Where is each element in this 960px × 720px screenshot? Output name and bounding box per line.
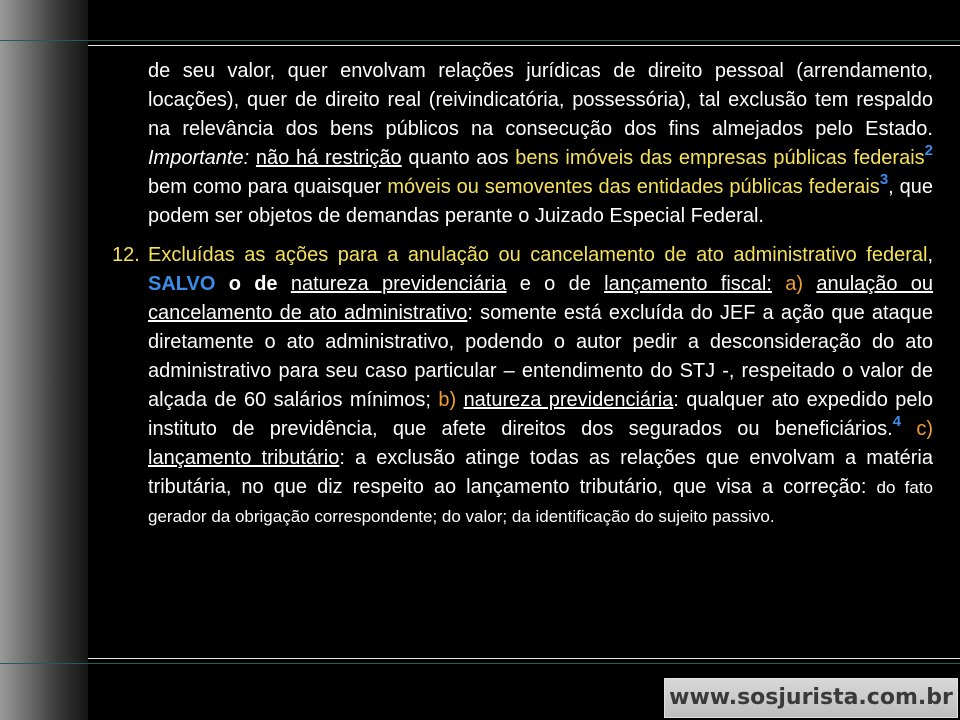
footnote-ref-2: 2	[924, 142, 934, 159]
text: ,	[927, 244, 933, 266]
paragraph-continuation	[148, 57, 933, 231]
o-de-bold: o de	[215, 273, 291, 295]
text	[901, 418, 916, 440]
list-number: 12.	[112, 244, 140, 266]
text: e o de	[506, 273, 605, 295]
small-text: do fato gerador da obrigação correspondente; do valor; da identificação do sujeito passivo.	[148, 478, 933, 526]
excluidas-highlight: Excluídas as ações para a anulação ou cancelamento de ato administrativo federal	[148, 244, 928, 266]
anulacao-underlined: anulação ou cancelamento de ato administrativo	[148, 273, 934, 324]
list-item-12	[112, 241, 934, 531]
item-a-marker: a)	[785, 273, 804, 295]
text: , que podem ser objetos de demandas perante o Juizado Especial Federal.	[148, 176, 933, 227]
text: quanto aos	[401, 147, 516, 169]
salvo-label: SALVO	[148, 273, 216, 295]
item-c-marker: c)	[916, 418, 933, 440]
text: de seu valor, quer envolvam relações jurídicas de direito pessoal (arrendamento, locações), quer de direito real (reivindicatória, possessória), tal exclusão tem respaldo na relevância dos bens públicos na consecução dos fins almejados pelo Estado.	[148, 60, 933, 140]
bens-imoveis-highlight: bens imóveis das empresas públicas federais	[515, 147, 925, 169]
natureza-previdenciaria-2: natureza previdenciária	[463, 389, 674, 411]
website-badge: www.sosjurista.com.br	[664, 678, 958, 718]
nao-ha-restricao: não há restrição	[255, 147, 402, 169]
lancamento-fiscal: lançamento fiscal:	[604, 273, 772, 295]
text	[456, 389, 463, 411]
natureza-previdenciaria: natureza previdenciária	[290, 273, 507, 295]
footnote-ref-4: 4	[892, 413, 902, 430]
moveis-highlight: móveis ou semoventes das entidades públicas federais	[387, 176, 880, 198]
left-gradient-bar	[0, 0, 88, 720]
item-paragraph	[148, 241, 933, 531]
bottom-white-rule	[88, 658, 960, 659]
text	[803, 273, 816, 295]
top-rule	[0, 40, 960, 41]
text: bem como para quaisquer	[148, 176, 388, 198]
slide-content	[112, 57, 934, 531]
text: : somente está excluída do JEF a ação que ataque diretamente o ato administrativo, podendo o autor pedir a desconsideração do ato administrativo para seu caso particular – entendimento do STJ -, respeitado o valor de alçada de 60 salários mínimos;	[148, 302, 934, 411]
text: : a exclusão atinge todas as relações que envolvam a matéria tributária, no que diz respeito ao lançamento tributário, que visa a correção:	[148, 447, 933, 498]
text	[249, 147, 256, 169]
text: : qualquer ato expedido pelo instituto de previdência, que afete direitos dos segurados ou beneficiários.	[148, 389, 934, 440]
footnote-ref-3: 3	[879, 171, 889, 188]
lancamento-tributario: lançamento tributário	[148, 447, 340, 469]
item-b-marker: b)	[438, 389, 457, 411]
top-white-rule	[88, 45, 960, 46]
bottom-rule	[0, 663, 960, 664]
importante-label: Importante:	[148, 147, 250, 169]
text	[772, 273, 785, 295]
